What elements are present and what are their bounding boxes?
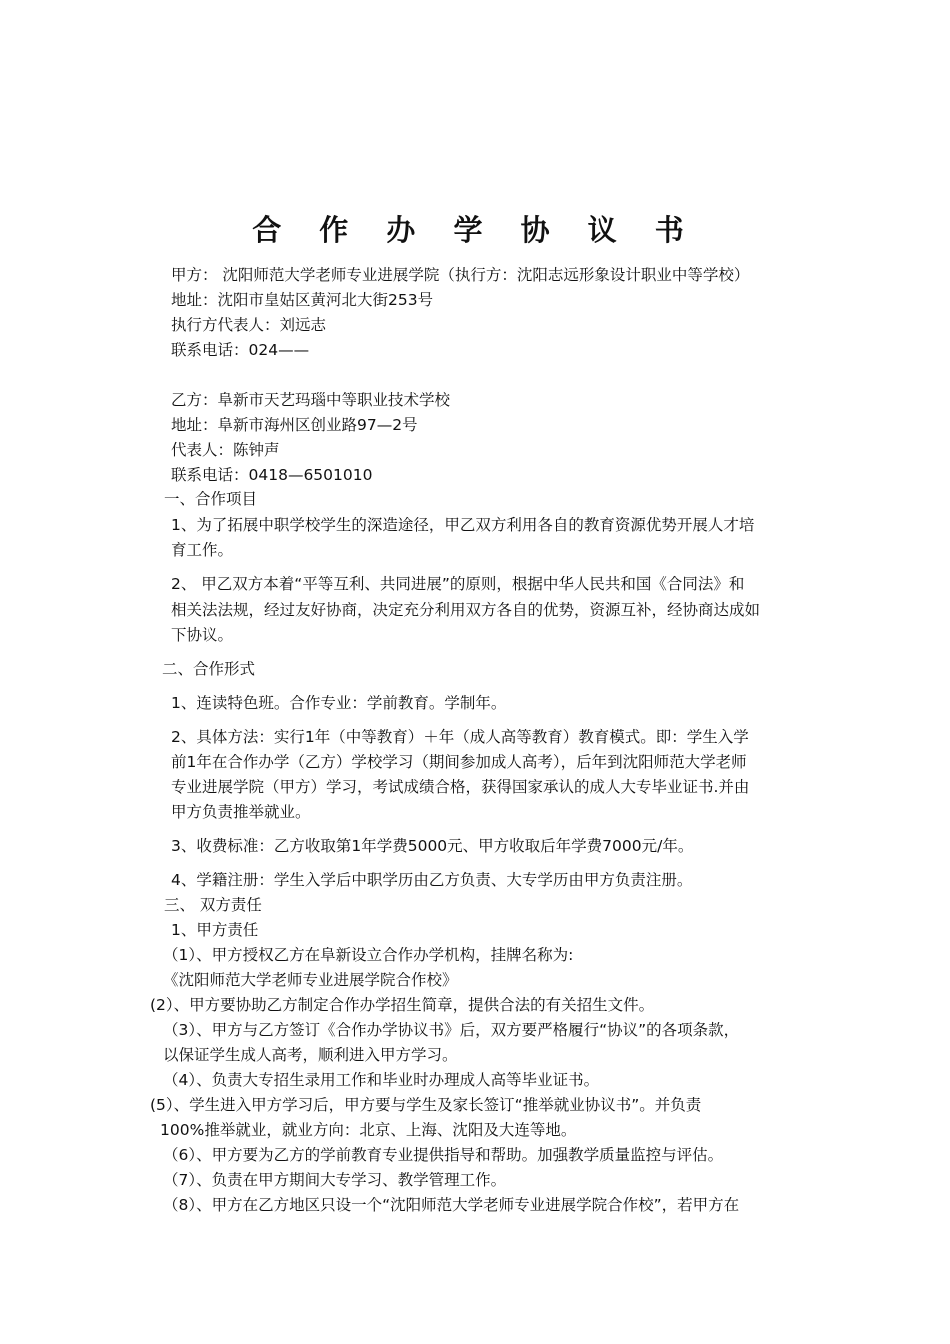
s3-duty-3-line-2: 以保证学生成人高考，顺利进入甲方学习。: [163, 1046, 458, 1064]
s2-item-2-line-4: 甲方负责推举就业。: [171, 803, 311, 821]
s3-duty-8: （8）、甲方在乙方地区只设一个“沈阳师范大学老师专业进展学院合作校”，若甲方在: [163, 1196, 740, 1214]
s2-item-3: 3、收费标准：乙方收取第1年学费5000元、甲方收取后年学费7000元/年。: [171, 837, 694, 855]
party-a-representative: 执行方代表人：刘远志: [171, 316, 327, 334]
s2-item-1: 1、连读特色班。合作专业：学前教育。学制年。: [171, 694, 507, 712]
s3-duty-4: （4）、负责大专招生录用工作和毕业时办理成人高等毕业证书。: [163, 1071, 600, 1089]
s3-duty-5-line-1: (5）、学生进入甲方学习后，甲方要与学生及家长签订“推举就业协议书”。并负责: [150, 1096, 702, 1114]
s2-item-4: 4、学籍注册：学生入学后中职学历由乙方负责、大专学历由甲方负责注册。: [171, 871, 693, 889]
s1-paragraph-1-line-2: 育工作。: [171, 541, 234, 559]
s3-duty-1-name: 《沈阳师范大学老师专业进展学院合作校》: [163, 971, 458, 989]
s2-item-2-line-2: 前1年在合作办学（乙方）学校学习（期间参加成人高考），后年到沈阳师范大学老师: [171, 753, 747, 771]
document-title: 合 作 办 学 协 议 书: [252, 213, 698, 247]
section-1-heading: 一、合作项目: [164, 490, 258, 508]
s1-paragraph-2-line-2: 相关法法规，经过友好协商，决定充分利用双方各自的优势，资源互补，经协商达成如: [171, 601, 761, 619]
party-a-address: 地址：沈阳市皇姑区黄河北大街253号: [171, 291, 434, 309]
s3-duty-7: （7）、负责在甲方期间大专学习、教学管理工作。: [163, 1171, 507, 1189]
s3-duty-6: （6）、甲方要为乙方的学前教育专业提供指导和帮助。加强教学质量监控与评估。: [163, 1146, 724, 1164]
party-b-phone: 联系电话：0418—6501010: [171, 466, 373, 484]
s2-item-2-line-1: 2、具体方法：实行1年（中等教育）＋年（成人高等教育）教育模式。即：学生入学: [171, 728, 749, 746]
s1-paragraph-2-line-1: 2、 甲乙双方本着“平等互利、共同进展”的原则，根据中华人民共和国《合同法》和: [171, 575, 745, 593]
party-b-address: 地址：阜新市海州区创业路97—2号: [171, 416, 418, 434]
party-a-name: 甲方： 沈阳师范大学老师专业进展学院（执行方：沈阳志远形象设计职业中等学校）: [171, 266, 750, 284]
s3-duty-2: (2）、甲方要协助乙方制定合作办学招生简章，提供合法的有关招生文件。: [150, 996, 655, 1014]
party-a-phone: 联系电话：024——: [171, 341, 310, 359]
s2-item-2-line-3: 专业进展学院（甲方）学习，考试成绩合格，获得国家承认的成人大专毕业证书.并由: [171, 778, 750, 796]
party-b-representative: 代表人：陈钟声: [171, 441, 280, 459]
s3-duty-1: （1）、甲方授权乙方在阜新设立合作办学机构，挂牌名称为:: [163, 946, 574, 964]
section-2-heading: 二、合作形式: [162, 660, 256, 678]
party-b-name: 乙方：阜新市天艺玛瑙中等职业技术学校: [171, 391, 451, 409]
s3-subheading-party-a: 1、甲方责任: [171, 921, 259, 939]
s3-duty-5-line-2: 100%推举就业，就业方向：北京、上海、沈阳及大连等地。: [160, 1121, 577, 1139]
s1-paragraph-1-line-1: 1、为了拓展中职学校学生的深造途径，甲乙双方利用各自的教育资源优势开展人才培: [171, 516, 755, 534]
s1-paragraph-2-line-3: 下协议。: [171, 626, 234, 644]
s3-duty-3-line-1: （3）、甲方与乙方签订《合作办学协议书》后，双方要严格履行“协议”的各项条款，: [163, 1021, 740, 1039]
section-3-heading: 三、 双方责任: [164, 896, 262, 914]
